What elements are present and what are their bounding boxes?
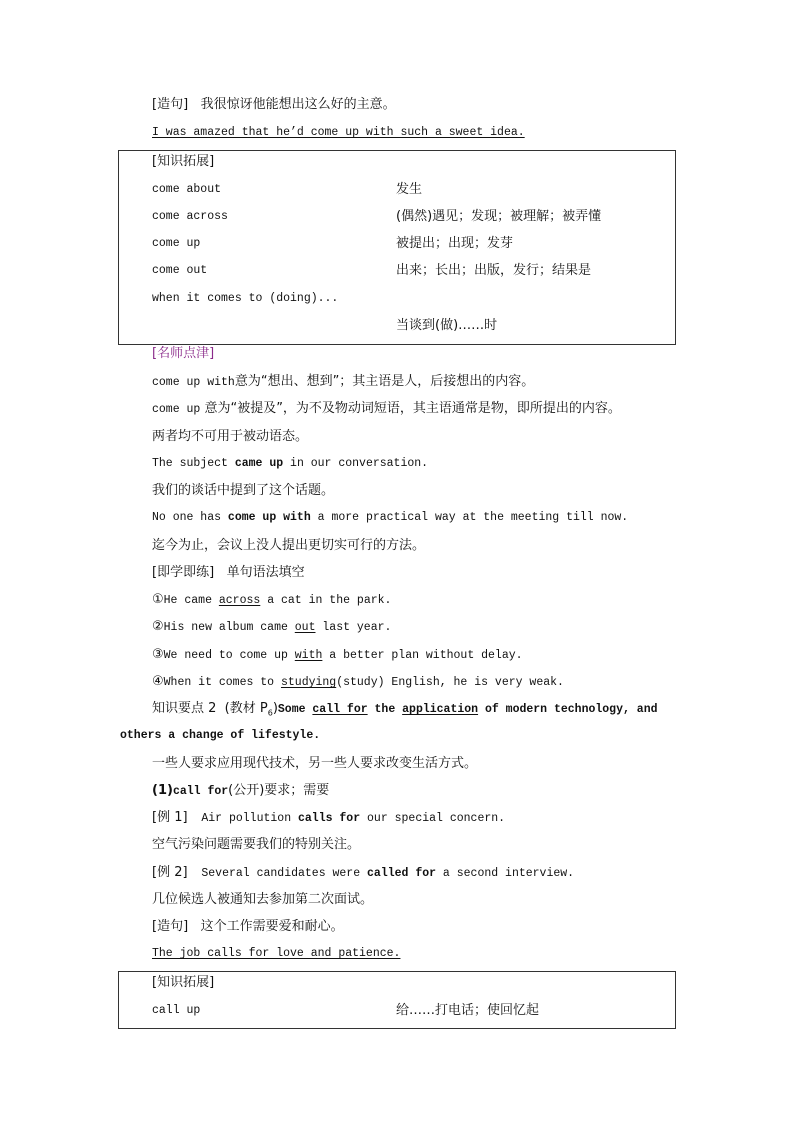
knowledge-expansion-box-2: [118, 971, 676, 1029]
point2-translation: 一些人要求应用现代技术，另一些人要求改变生活方式。: [152, 756, 478, 771]
zaoju-chinese: 这个工作需要爱和耐心。: [200, 919, 344, 934]
question-number: ②: [152, 619, 164, 634]
source-text: (教材 P: [224, 701, 268, 716]
question-text: His new album came: [163, 621, 295, 634]
question-text: a better plan without delay.: [322, 649, 523, 662]
point2-sentence-line-1: [152, 700, 658, 723]
sentence-text: the: [367, 703, 403, 716]
example-key-phrase: calls for: [298, 812, 361, 825]
sentence-text: Some: [277, 703, 313, 716]
point2-source: [225, 701, 278, 716]
phrase-cn: 当谈到(做)……时: [396, 318, 498, 333]
question-text: We need to come up: [163, 649, 295, 662]
definition-number: (1): [152, 783, 173, 798]
tips-line-2: [152, 400, 621, 419]
question-text: He came: [163, 594, 219, 607]
answer-blank: across: [218, 594, 261, 607]
question-text: When it comes to: [163, 676, 281, 689]
phrase-cn: 发生: [396, 182, 423, 197]
example-text: No one has: [152, 511, 228, 524]
phrase-cn: (偶然)遇见；发现；被理解；被弄懂: [396, 209, 602, 224]
example-key-phrase: come up with: [227, 511, 311, 524]
phrase-cn: 被提出；出现；发芽: [396, 236, 514, 251]
zaoju-chinese: 我很惊讶他能想出这么好的主意。: [200, 97, 396, 112]
source-text: ): [272, 701, 278, 716]
practice-tag: [即学即练]: [152, 565, 215, 580]
tips-example-1: [152, 455, 428, 473]
phrase-cn: 出来；长出；出版，发行；结果是: [396, 263, 592, 278]
tips-line-3: 两者均不可用于被动语态。: [152, 429, 309, 444]
point2-example-1-cn: 空气污染问题需要我们的特别关注。: [152, 837, 361, 852]
example-text: Air pollution: [201, 812, 298, 825]
practice-question-3: [152, 646, 523, 665]
tips-example-1-cn: 我们的谈话中提到了这个话题。: [152, 483, 335, 498]
practice-question-4: [152, 673, 564, 692]
zaoju-english: I was amazed that he’d come up with such a sweet idea.: [152, 126, 525, 139]
point2-sentence-line-2: [120, 727, 320, 745]
source-page: 6: [267, 708, 273, 718]
point2-example-2-cn: 几位候选人被通知去参加第二次面试。: [152, 892, 374, 907]
question-number: ①: [152, 592, 164, 607]
example-text: a more practical way at the meeting till now.: [310, 511, 629, 524]
tips-line-1: [152, 373, 534, 392]
answer-blank: studying: [280, 676, 337, 689]
answer-blank: with: [294, 649, 323, 662]
question-text: a cat in the park.: [260, 594, 392, 607]
practice-question-2: [152, 618, 391, 637]
knowledge-expansion-box: [118, 150, 676, 345]
practice-question-1: [152, 591, 391, 610]
point2-definition: [152, 782, 329, 801]
sentence-text: others a change of lifestyle.: [120, 729, 321, 742]
phrase-en: call up: [152, 1004, 201, 1017]
question-number: ④: [152, 674, 164, 689]
sentence-text: of modern technology, and: [478, 703, 658, 716]
phrase-en: come about: [152, 183, 222, 196]
zaoju-line: [152, 96, 396, 114]
phrase-en: come up: [152, 237, 201, 250]
question-text: (study) English, he is very weak.: [336, 676, 564, 689]
tips-phrase: come up with: [152, 376, 235, 389]
practice-header: [152, 564, 305, 582]
example-tag: [例 2]: [152, 865, 188, 880]
phrase-en: come out: [152, 264, 208, 277]
tips-explanation: 意为“想出、想到”；其主语是人，后接想出的内容。: [234, 374, 535, 389]
example-key-phrase: called for: [367, 867, 437, 880]
phrase-en: come across: [152, 210, 228, 223]
tips-tag: [名师点津]: [152, 346, 215, 361]
example-text: a second interview.: [436, 867, 575, 880]
box-title: [知识拓展]: [152, 154, 215, 169]
example-text: in our conversation.: [283, 457, 429, 470]
box-title: [知识拓展]: [152, 975, 215, 990]
zaoju-tag: [造句]: [152, 919, 189, 934]
example-text: Several candidates were: [201, 867, 368, 880]
example-tag: [例 1]: [152, 810, 188, 825]
sentence-key-word: application: [402, 703, 479, 716]
point2-label: 知识要点 2: [152, 701, 217, 716]
example-text: our special concern.: [360, 812, 506, 825]
example-text: The subject: [152, 457, 235, 470]
sentence-key-phrase: call for: [312, 703, 368, 716]
phrase-en: when it comes to (doing)...: [152, 292, 339, 305]
tips-phrase: come up: [152, 403, 201, 416]
definition-phrase: call for: [172, 785, 229, 798]
example-key-phrase: came up: [234, 457, 284, 470]
tips-example-2-cn: 迄今为止，会议上没人提出更切实可行的方法。: [152, 538, 426, 553]
definition-meaning: (公开)要求；需要: [228, 783, 330, 798]
tips-explanation: 意为“被提及”，为不及物动词短语，其主语通常是物，即所提出的内容。: [204, 401, 621, 416]
point2-zaoju: [152, 918, 344, 936]
tips-example-2: [152, 509, 628, 527]
point2-example-1: [152, 809, 505, 828]
practice-title: 单句语法填空: [226, 565, 305, 580]
point2-zaoju-english: The job calls for love and patience.: [152, 947, 401, 960]
phrase-cn: 给……打电话；使回忆起: [396, 1003, 540, 1018]
answer-blank: out: [294, 621, 316, 634]
point2-example-2: [152, 864, 574, 883]
question-text: last year.: [315, 621, 392, 634]
zaoju-tag: [造句]: [152, 97, 189, 112]
question-number: ③: [152, 647, 164, 662]
